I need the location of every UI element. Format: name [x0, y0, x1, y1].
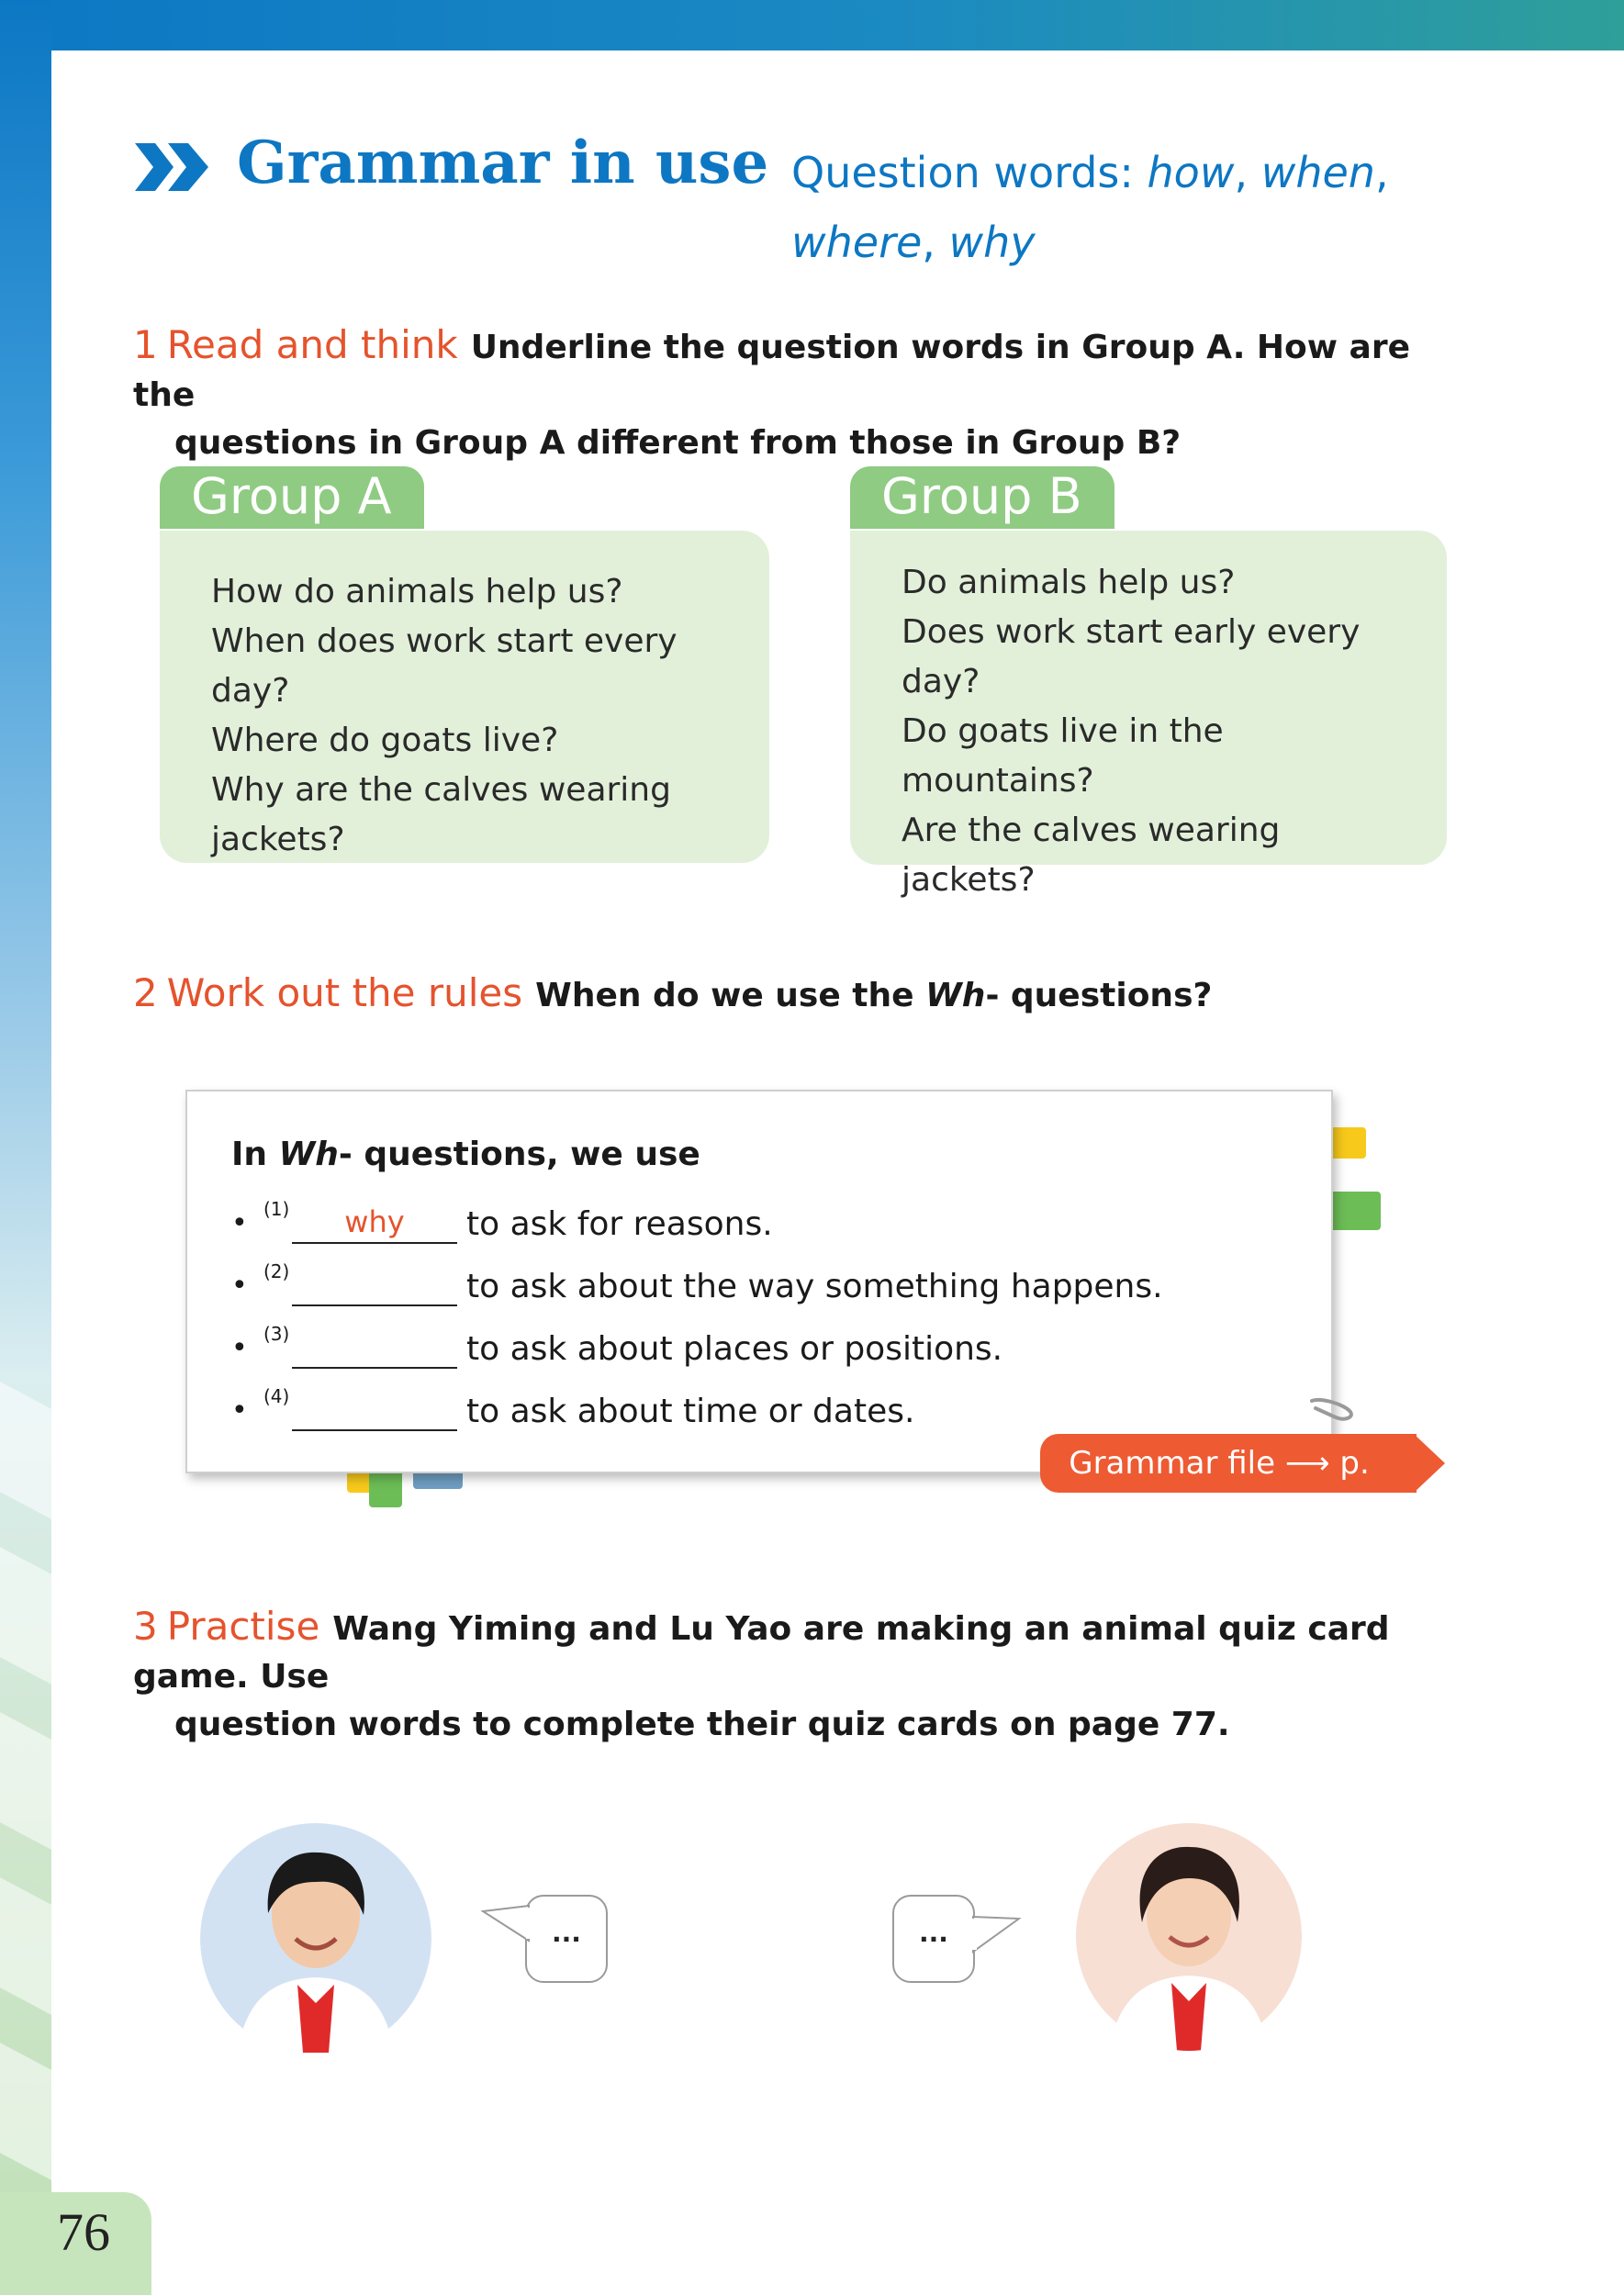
- task-heading: Read and think: [166, 322, 458, 367]
- girl-avatar: [1076, 1821, 1302, 2051]
- task-2: 2 Work out the rules When do we use the Wh- questions?: [133, 970, 1213, 1015]
- group-b-tab: Group B: [850, 466, 1114, 529]
- group-b-question: Are the calves wearing jackets?: [902, 812, 1281, 899]
- girl-speech-bubble: ...: [892, 1895, 975, 1983]
- answer-blank[interactable]: [292, 1330, 457, 1369]
- group-a-tab: Group A: [160, 466, 424, 529]
- task-3: [133, 1603, 1464, 1749]
- group-a-question: Where do goats live?: [211, 722, 559, 759]
- group-a-question: When does work start every day?: [211, 622, 678, 710]
- double-chevron-icon: [131, 140, 214, 195]
- group-b-question: Do goats live in the mountains?: [902, 712, 1224, 800]
- task-number: 2: [133, 970, 158, 1015]
- page-number: 76: [57, 2202, 110, 2262]
- boy-bubble-tail: [481, 1900, 532, 1944]
- side-banner: [0, 0, 51, 2295]
- page-title: Grammar in use: [237, 129, 769, 197]
- boy-speech-bubble: ...: [525, 1895, 608, 1983]
- task-instruction: Wang Yiming and Lu Yao are making an animal quiz card game. Use: [133, 1610, 1390, 1696]
- page-subtitle: Question words: how, when, where, why: [791, 148, 1389, 267]
- task-instruction-cont: questions in Group A different from those in Group B?: [174, 424, 1182, 462]
- boy-avatar: [200, 1823, 431, 2054]
- answer-blank[interactable]: why: [292, 1205, 457, 1244]
- group-b-question: Do animals help us?: [902, 564, 1236, 601]
- task-instruction-cont: question words to complete their quiz cards on page 77.: [174, 1706, 1230, 1743]
- paperclip-icon: [1308, 1395, 1354, 1423]
- task-instruction: Underline the question words in Group A. How are the: [133, 329, 1411, 414]
- grammar-file-link[interactable]: Grammar file ⟶ p. 130: [1040, 1434, 1417, 1493]
- top-banner: [0, 0, 1624, 50]
- task-1: [133, 321, 1464, 467]
- group-a-question: How do animals help us?: [211, 573, 623, 610]
- girl-bubble-tail: [969, 1911, 1021, 1955]
- answer-blank[interactable]: [292, 1393, 457, 1431]
- answer-blank[interactable]: [292, 1268, 457, 1306]
- task-number: 3: [133, 1604, 158, 1649]
- group-a-question: jackets?: [211, 821, 345, 858]
- task-heading: Practise: [166, 1604, 320, 1649]
- sticky-tab-green: [1329, 1192, 1381, 1230]
- sticky-tab-yellow: [1329, 1127, 1366, 1159]
- group-b-box: [850, 531, 1447, 899]
- task-number: 1: [133, 322, 158, 367]
- rules-intro: In Wh- questions, we use: [231, 1136, 700, 1173]
- group-b-question: Does work start early every day?: [902, 613, 1361, 700]
- group-a-box: [160, 531, 769, 863]
- rules-card: In Wh- questions, we use • (1) why to ask for reasons. • (2) to ask about the way something happens. • (3) to ask about places or positions. • (4) to ask about time or dates.: [185, 1090, 1333, 1473]
- grammar-file-arrow-tip: [1414, 1434, 1445, 1493]
- task-heading: Work out the rules: [166, 970, 523, 1015]
- group-a-question: Why are the calves wearing: [211, 771, 671, 809]
